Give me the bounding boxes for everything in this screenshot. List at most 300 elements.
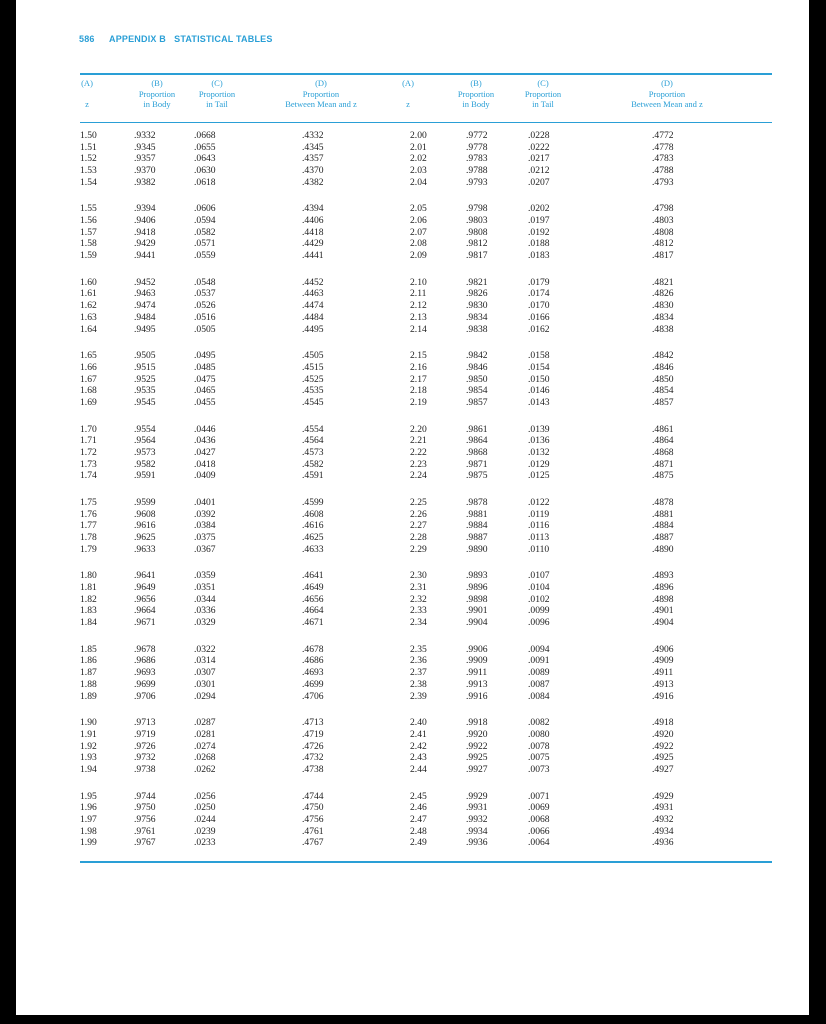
table-cell: .4671	[302, 617, 324, 629]
table-cell: 2.05	[410, 203, 427, 215]
table-row	[16, 717, 716, 729]
table-cell: .9934	[466, 825, 488, 837]
table-cell: .9909	[466, 655, 488, 667]
table-cell: .0091	[528, 655, 550, 667]
table-cell: .0329	[194, 617, 216, 629]
column-header-line1: Proportion	[198, 88, 236, 99]
table-cell: .0268	[194, 752, 216, 764]
table-cell: 1.60	[80, 276, 97, 288]
table-cell: 1.57	[80, 226, 97, 238]
table-cell: .0630	[194, 165, 216, 177]
table-row	[16, 142, 716, 154]
table-cell: 2.31	[410, 582, 427, 594]
table-cell: .9505	[134, 350, 156, 362]
table-cell: .9861	[466, 423, 488, 435]
table-cell: .9750	[134, 802, 156, 814]
table-top-rule	[80, 73, 772, 75]
table-row	[16, 837, 716, 849]
table-cell: .4394	[302, 203, 324, 215]
table-cell: .4788	[652, 165, 674, 177]
table-row	[16, 397, 716, 409]
table-cell: .4726	[302, 740, 324, 752]
table-cell: 1.77	[80, 520, 97, 532]
table-cell: .0089	[528, 667, 550, 679]
table-cell: .4564	[302, 435, 324, 447]
table-cell: .4842	[652, 350, 674, 362]
table-cell: .4896	[652, 582, 674, 594]
table-cell: .9922	[466, 740, 488, 752]
table-row	[16, 520, 716, 532]
table-cell: .4535	[302, 385, 324, 397]
table-cell: 2.29	[410, 543, 427, 555]
table-cell: .9686	[134, 655, 156, 667]
table-cell: 2.01	[410, 141, 427, 153]
page-title: APPENDIX B STATISTICAL TABLES	[109, 34, 273, 44]
table-cell: 2.00	[410, 130, 427, 141]
table-row	[16, 385, 716, 397]
table-cell: .9495	[134, 323, 156, 335]
table-cell: .4846	[652, 361, 674, 373]
table-cell: .9826	[466, 288, 488, 300]
table-row	[16, 165, 716, 177]
table-row	[16, 324, 716, 336]
table-cell: .0256	[194, 790, 216, 802]
table-cell: .9357	[134, 153, 156, 165]
table-cell: 1.59	[80, 250, 97, 262]
table-cell: 1.53	[80, 165, 97, 177]
table-cell: 1.73	[80, 458, 97, 470]
table-cell: .0571	[194, 238, 216, 250]
table-cell: 2.15	[410, 350, 427, 362]
table-cell: .0202	[528, 203, 550, 215]
table-cell: .9706	[134, 690, 156, 702]
table-cell: 1.99	[80, 837, 97, 849]
table-cell: .9772	[466, 130, 488, 141]
table-cell: 2.37	[410, 667, 427, 679]
table-cell: 1.98	[80, 825, 97, 837]
column-header-line2: z	[85, 99, 89, 109]
table-cell: .0367	[194, 543, 216, 555]
table-cell: .4918	[652, 717, 674, 729]
table-cell: .4582	[302, 458, 324, 470]
table-cell: .0485	[194, 361, 216, 373]
table-cell: 2.22	[410, 446, 427, 458]
table-cell: 2.04	[410, 176, 427, 188]
table-cell: .9641	[134, 570, 156, 582]
table-cell: .9582	[134, 458, 156, 470]
table-cell: 2.44	[410, 763, 427, 775]
table-cell: .9793	[466, 176, 488, 188]
table-row	[16, 667, 716, 679]
table-cell: .9854	[466, 385, 488, 397]
table-cell: .9744	[134, 790, 156, 802]
table-row	[16, 544, 716, 556]
table-cell: .4750	[302, 802, 324, 814]
table-cell: .4332	[302, 130, 324, 141]
table-cell: .0668	[194, 130, 216, 141]
table-cell: .9406	[134, 215, 156, 227]
table-cell: .4554	[302, 423, 324, 435]
table-cell: .9332	[134, 130, 156, 141]
table-cell: .0122	[528, 497, 550, 508]
column-header-right-2	[525, 78, 561, 110]
table-cell: .4911	[652, 667, 674, 679]
table-cell: 2.35	[410, 643, 427, 655]
table-cell: 1.55	[80, 203, 97, 215]
table-cell: .9932	[466, 813, 488, 825]
table-cell: .0250	[194, 802, 216, 814]
table-cell: .0192	[528, 226, 550, 238]
table-cell: .9656	[134, 593, 156, 605]
table-cell: 1.50	[80, 130, 97, 141]
table-cell: 1.92	[80, 740, 97, 752]
table-cell: 1.64	[80, 323, 97, 335]
table-cell: .4857	[652, 396, 674, 408]
table-cell: .0239	[194, 825, 216, 837]
table-cell: .0436	[194, 435, 216, 447]
table-cell: .4925	[652, 752, 674, 764]
table-cell: .0188	[528, 238, 550, 250]
table-cell: .4599	[302, 497, 324, 508]
table-cell: .4616	[302, 520, 324, 532]
table-cell: .4913	[652, 678, 674, 690]
table-cell: .9693	[134, 667, 156, 679]
table-cell: .4515	[302, 361, 324, 373]
table-cell: .4664	[302, 605, 324, 617]
table-cell: .4418	[302, 226, 324, 238]
table-cell: .9881	[466, 508, 488, 520]
table-cell: .0409	[194, 470, 216, 482]
table-cell: .4868	[652, 446, 674, 458]
table-cell: .0351	[194, 582, 216, 594]
column-header-line2: in Body	[462, 99, 490, 109]
table-cell: .9394	[134, 203, 156, 215]
table-cell: .0139	[528, 423, 550, 435]
table-row	[16, 203, 716, 215]
table-cell: .0559	[194, 250, 216, 262]
table-cell: .0069	[528, 802, 550, 814]
table-cell: 2.09	[410, 250, 427, 262]
table-cell: .0197	[528, 215, 550, 227]
table-cell: .0465	[194, 385, 216, 397]
table-cell: 1.71	[80, 435, 97, 447]
column-header-letter: (C)	[537, 78, 549, 88]
table-cell: .0143	[528, 396, 550, 408]
table-cell: .4441	[302, 250, 324, 262]
table-cell: 2.47	[410, 813, 427, 825]
table-cell: 1.61	[80, 288, 97, 300]
table-cell: .9599	[134, 497, 156, 508]
table-cell: .4357	[302, 153, 324, 165]
table-cell: .4932	[652, 813, 674, 825]
table-cell: .9834	[466, 311, 488, 323]
column-header-letter: (C)	[211, 78, 223, 88]
table-cell: 1.52	[80, 153, 97, 165]
table-cell: 1.85	[80, 643, 97, 655]
table-cell: .9868	[466, 446, 488, 458]
table-cell: 1.68	[80, 385, 97, 397]
table-cell: .9906	[466, 643, 488, 655]
page-header	[79, 34, 273, 44]
table-cell: 2.12	[410, 300, 427, 312]
table-cell: .0102	[528, 593, 550, 605]
table-row	[16, 532, 716, 544]
table-cell: 2.42	[410, 740, 427, 752]
table-cell: .9842	[466, 350, 488, 362]
table-bottom-rule	[80, 861, 772, 863]
table-cell: .9890	[466, 543, 488, 555]
table-cell: .4821	[652, 276, 674, 288]
table-cell: .9726	[134, 740, 156, 752]
table-cell: 2.19	[410, 396, 427, 408]
table-cell: .4625	[302, 532, 324, 544]
table-cell: .0244	[194, 813, 216, 825]
table-cell: .4429	[302, 238, 324, 250]
table-cell: 1.95	[80, 790, 97, 802]
table-cell: .0322	[194, 643, 216, 655]
table-cell: .9916	[466, 690, 488, 702]
table-cell: .0274	[194, 740, 216, 752]
table-cell: 1.63	[80, 311, 97, 323]
table-cell: 2.07	[410, 226, 427, 238]
table-row	[16, 288, 716, 300]
column-header-line1	[402, 89, 414, 100]
table-cell: .0099	[528, 605, 550, 617]
table-cell: .0516	[194, 311, 216, 323]
table-cell: 1.90	[80, 717, 97, 729]
table-cell: .4871	[652, 458, 674, 470]
page	[16, 0, 809, 1015]
table-cell: .9798	[466, 203, 488, 215]
table-cell: 2.32	[410, 593, 427, 605]
table-cell: .4817	[652, 250, 674, 262]
table-cell: .4345	[302, 141, 324, 153]
table-cell: .0475	[194, 373, 216, 385]
table-cell: .4761	[302, 825, 324, 837]
table-cell: 1.81	[80, 582, 97, 594]
table-cell: .4783	[652, 153, 674, 165]
column-header-letter: (D)	[661, 78, 673, 88]
table-cell: .0073	[528, 763, 550, 775]
table-cell: .4573	[302, 446, 324, 458]
table-cell: .0392	[194, 508, 216, 520]
table-cell: 2.46	[410, 802, 427, 814]
table-cell: .0217	[528, 153, 550, 165]
table-row	[16, 459, 716, 471]
table-cell: .0618	[194, 176, 216, 188]
table-cell: 2.40	[410, 717, 427, 729]
table-cell: .4861	[652, 423, 674, 435]
table-cell: 2.11	[410, 288, 427, 300]
table-cell: .0401	[194, 497, 216, 508]
table-cell: .0125	[528, 470, 550, 482]
table-row	[16, 497, 716, 509]
table-row	[16, 655, 716, 667]
column-header-letter: (D)	[315, 78, 327, 88]
table-cell: .4699	[302, 678, 324, 690]
table-cell: .0222	[528, 141, 550, 153]
table-cell: 1.83	[80, 605, 97, 617]
table-cell: .4808	[652, 226, 674, 238]
table-cell: .4890	[652, 543, 674, 555]
table-cell: .9887	[466, 532, 488, 544]
table-cell: .4649	[302, 582, 324, 594]
table-cell: .9920	[466, 728, 488, 740]
table-cell: 2.28	[410, 532, 427, 544]
table-cell: .0064	[528, 837, 550, 849]
table-cell: 1.62	[80, 300, 97, 312]
table-cell: .4591	[302, 470, 324, 482]
table-cell: .9911	[466, 667, 488, 679]
table-cell: 1.89	[80, 690, 97, 702]
table-row	[16, 250, 716, 262]
table-cell: 2.16	[410, 361, 427, 373]
column-header-left-1	[139, 78, 175, 110]
table-cell: .9463	[134, 288, 156, 300]
table-row	[16, 802, 716, 814]
table-cell: .0170	[528, 300, 550, 312]
table-cell: .0418	[194, 458, 216, 470]
column-header-line1: Proportion	[457, 88, 495, 99]
table-cell: .0087	[528, 678, 550, 690]
table-cell: 1.94	[80, 763, 97, 775]
table-cell: .4656	[302, 593, 324, 605]
table-cell: 2.49	[410, 837, 427, 849]
table-cell: .9936	[466, 837, 488, 849]
table-row	[16, 277, 716, 289]
table-row	[16, 617, 716, 629]
table-cell: .4929	[652, 790, 674, 802]
table-cell: 2.27	[410, 520, 427, 532]
table-cell: .0166	[528, 311, 550, 323]
page-number: 586	[79, 34, 95, 44]
table-cell: .9896	[466, 582, 488, 594]
table-cell: 1.87	[80, 667, 97, 679]
table-cell: .9484	[134, 311, 156, 323]
table-cell: .4881	[652, 508, 674, 520]
table-cell: 2.06	[410, 215, 427, 227]
table-cell: 2.23	[410, 458, 427, 470]
table-cell: 2.41	[410, 728, 427, 740]
table-cell: .0107	[528, 570, 550, 582]
table-cell: 2.03	[410, 165, 427, 177]
table-cell: .0446	[194, 423, 216, 435]
table-cell: .0582	[194, 226, 216, 238]
table-cell: .0344	[194, 593, 216, 605]
table-cell: .9664	[134, 605, 156, 617]
table-cell: .9474	[134, 300, 156, 312]
table-row	[16, 374, 716, 386]
table-cell: .9783	[466, 153, 488, 165]
table-cell: .9864	[466, 435, 488, 447]
table-cell: .9898	[466, 593, 488, 605]
table-cell: .9608	[134, 508, 156, 520]
table-cell: .0548	[194, 276, 216, 288]
table-cell: .9875	[466, 470, 488, 482]
table-row	[16, 570, 716, 582]
table-row	[16, 814, 716, 826]
table-cell: .4484	[302, 311, 324, 323]
table-cell: .0078	[528, 740, 550, 752]
column-header-line1: Proportion	[648, 88, 686, 99]
table-cell: 1.66	[80, 361, 97, 373]
table-row	[16, 605, 716, 617]
table-cell: .4920	[652, 728, 674, 740]
table-cell: .4931	[652, 802, 674, 814]
table-cell: 2.25	[410, 497, 427, 508]
table-cell: .9788	[466, 165, 488, 177]
table-cell: .4370	[302, 165, 324, 177]
table-cell: .9871	[466, 458, 488, 470]
table-cell: .9929	[466, 790, 488, 802]
table-row	[16, 741, 716, 753]
table-cell: .4744	[302, 790, 324, 802]
table-cell: .9738	[134, 763, 156, 775]
table-cell: .0179	[528, 276, 550, 288]
table-cell: .4767	[302, 837, 324, 849]
table-cell: 2.39	[410, 690, 427, 702]
table-cell: .4901	[652, 605, 674, 617]
table-cell: .9857	[466, 396, 488, 408]
table-cell: .4798	[652, 203, 674, 215]
table-cell: .4406	[302, 215, 324, 227]
table-cell: .9382	[134, 176, 156, 188]
table-cell: 1.65	[80, 350, 97, 362]
table-cell: .4474	[302, 300, 324, 312]
table-cell: .4887	[652, 532, 674, 544]
table-cell: .9535	[134, 385, 156, 397]
table-cell: 1.67	[80, 373, 97, 385]
table-row	[16, 435, 716, 447]
table-cell: .4875	[652, 470, 674, 482]
table-cell: .0212	[528, 165, 550, 177]
table-cell: .9441	[134, 250, 156, 262]
table-cell: .0146	[528, 385, 550, 397]
table-cell: 1.75	[80, 497, 97, 508]
table-cell: .9564	[134, 435, 156, 447]
table-cell: .0606	[194, 203, 216, 215]
table-row	[16, 215, 716, 227]
table-cell: .4463	[302, 288, 324, 300]
table-cell: .9370	[134, 165, 156, 177]
table-row	[16, 470, 716, 482]
table-row	[16, 826, 716, 838]
table-cell: .9678	[134, 643, 156, 655]
column-header-line1: Proportion	[138, 88, 176, 99]
table-cell: .9846	[466, 361, 488, 373]
table-cell: .0119	[528, 508, 550, 520]
column-header-line2: in Tail	[206, 99, 228, 109]
table-cell: 1.82	[80, 593, 97, 605]
table-cell: .0375	[194, 532, 216, 544]
table-cell: .9591	[134, 470, 156, 482]
table-cell: .4904	[652, 617, 674, 629]
table-cell: .0071	[528, 790, 550, 802]
table-cell: .9927	[466, 763, 488, 775]
table-cell: .4927	[652, 763, 674, 775]
table-cell: .0655	[194, 141, 216, 153]
table-row	[16, 791, 716, 803]
table-cell: 1.86	[80, 655, 97, 667]
column-header-line2: Between Mean and z	[285, 99, 357, 109]
table-cell: 1.91	[80, 728, 97, 740]
column-header-line1	[81, 89, 93, 100]
table-cell: .0495	[194, 350, 216, 362]
table-cell: .0104	[528, 582, 550, 594]
table-cell: .0075	[528, 752, 550, 764]
table-row	[16, 350, 716, 362]
table-cell: 1.72	[80, 446, 97, 458]
